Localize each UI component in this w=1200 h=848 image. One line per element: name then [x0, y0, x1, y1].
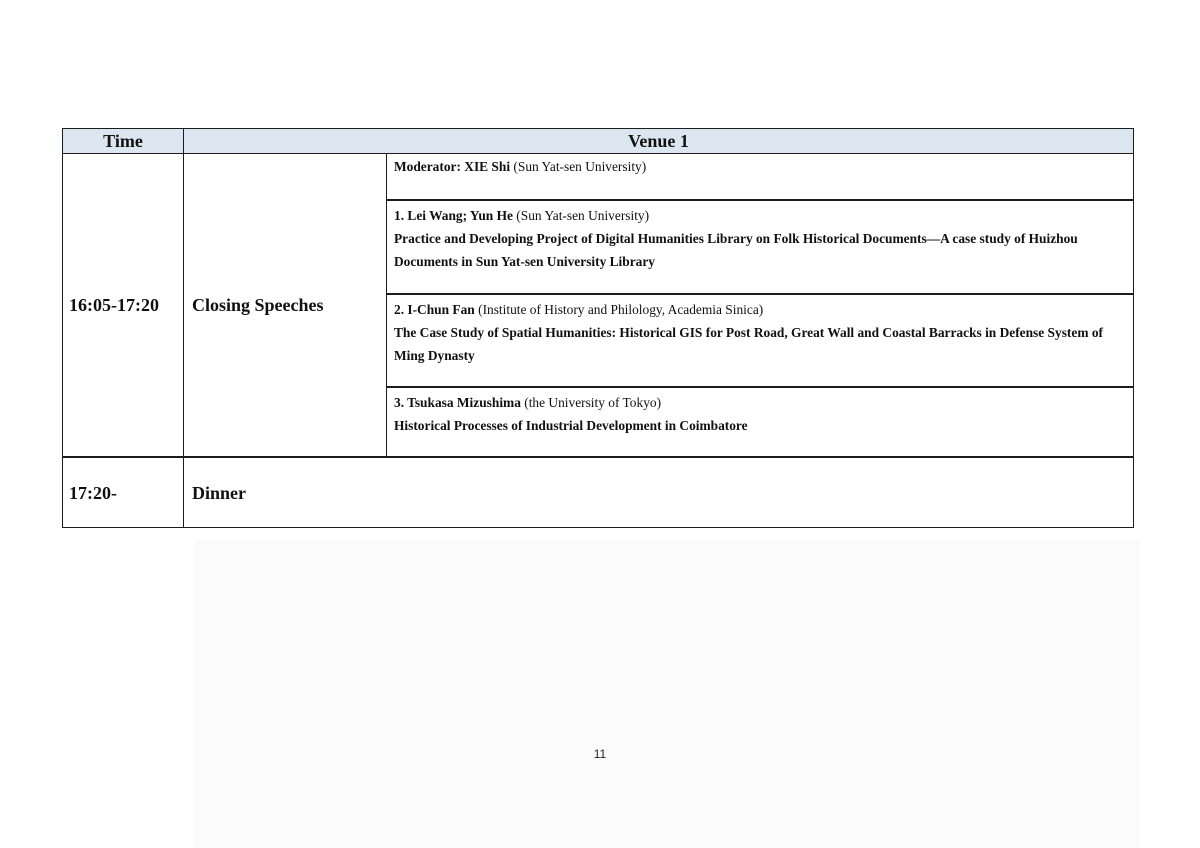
page-shadow — [195, 540, 1140, 848]
talk-2 — [387, 294, 1131, 386]
talk-title: The Case Study of Spatial Humanities: Historical GIS for Post Road, Great Wall and Coastal Barracks in Defense System of Ming Dynasty — [394, 325, 1103, 363]
talk-affiliation: (the University of Tokyo) — [524, 395, 662, 410]
talk-authors: 1. Lei Wang; Yun He — [394, 208, 513, 223]
time-column-divider — [183, 154, 185, 527]
header-time: Time — [63, 129, 184, 154]
dinner-session-title: Dinner — [192, 483, 246, 503]
moderator-cell — [387, 154, 1131, 199]
page-number: 11 — [593, 747, 607, 761]
header-venue: Venue 1 — [184, 129, 1133, 154]
dinner-time: 17:20- — [69, 483, 117, 503]
schedule-table — [62, 128, 1134, 528]
moderator-affiliation: (Sun Yat-sen University) — [513, 159, 647, 174]
moderator-name: Moderator: XIE Shi — [394, 159, 511, 174]
talk-authors: 3. Tsukasa Mizushima — [394, 395, 521, 410]
talk-affiliation: (Institute of History and Philology, Academia Sinica) — [478, 302, 764, 317]
dinner-row-divider — [63, 456, 1133, 458]
talk-3 — [387, 387, 1131, 456]
talk-authors: 2. I-Chun Fan — [394, 302, 475, 317]
talk-title: Practice and Developing Project of Digital Humanities Library on Folk Historical Documents—A case study of Huizhou Documents in Sun Yat-sen University Library — [394, 231, 1078, 269]
talk-affiliation: (Sun Yat-sen University) — [516, 208, 650, 223]
closing-session-title: Closing Speeches — [192, 295, 324, 315]
talk-title: Historical Processes of Industrial Development in Coimbatore — [394, 418, 748, 433]
talk-1 — [387, 200, 1131, 293]
closing-time: 16:05-17:20 — [69, 295, 159, 315]
